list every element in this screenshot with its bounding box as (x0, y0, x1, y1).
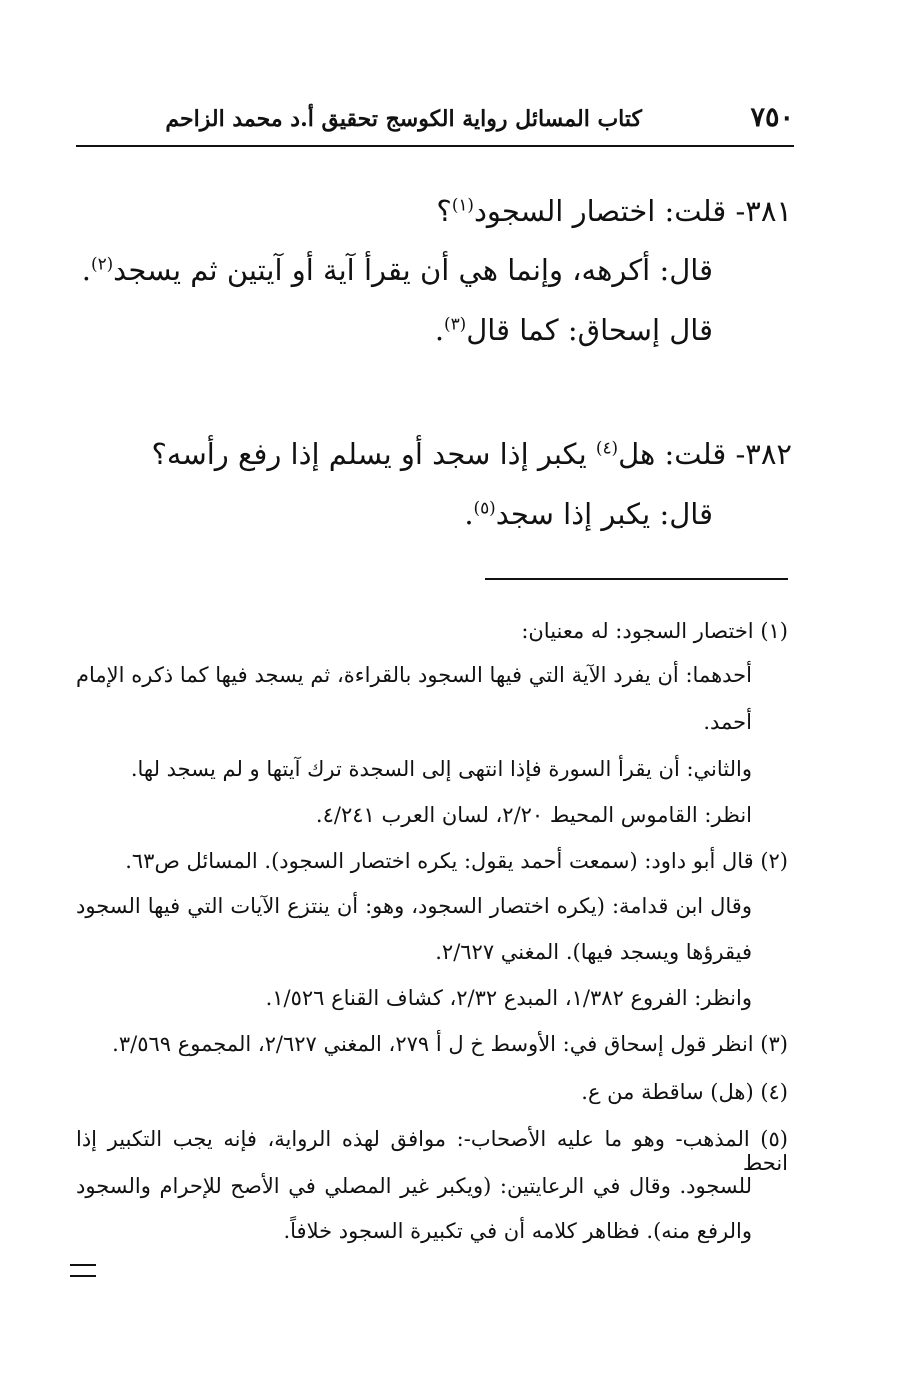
continuation-mark (70, 1264, 96, 1277)
issue-382-question: ٣٨٢- قلت: هل$^{(٤)}$ يكبر إذا سجد أو يسلم إذا رفع رأسه؟ (151, 437, 792, 471)
issue-382-answer: قال: يكبر إذا سجد$^{(٥)}$. (464, 497, 713, 531)
footnote-5-riayatain: للسجود. وقال في الرعايتين: (ويكبر غير المصلي في الأصح للإحرام والسجود (76, 1174, 752, 1198)
footnote-5-end: والرفع منه). فظاهر كلامه أن في تكبيرة السجود خلافاً. (283, 1219, 752, 1243)
footnote-2-refs: وانظر: الفروع ١/٣٨٢، المبدع ٢/٣٢، كشاف القناع ١/٥٢٦. (265, 986, 752, 1010)
issue-381-answer-ahmad: قال: أكرهه، وإنما هي أن يقرأ آية أو آيتين ثم يسجد$^{(٢)}$. (81, 253, 713, 287)
footnote-ref-5[interactable]: (٥) (473, 497, 496, 518)
issue-381-question: ٣٨١- قلت: اختصار السجود$^{(١)}$؟ (436, 194, 792, 228)
footnote-ref-3[interactable]: (٣) (444, 313, 467, 334)
footnote-1-meaning-1-end: أحمد. (703, 710, 752, 734)
footnote-5-title: (٥) المذهب- وهو ما عليه الأصحاب-: موافق لهذه الرواية، فإنه يجب التكبير إذا انحط (76, 1127, 788, 1175)
footnote-2-title: (٢) قال أبو داود: (سمعت أحمد يقول: يكره اختصار السجود). المسائل ص٦٣. (125, 849, 788, 873)
footnote-separator (485, 578, 788, 580)
footnote-1-meaning-2: والثاني: أن يقرأ السورة فإذا انتهى إلى السجدة ترك آيتها و لم يسجد لها. (130, 757, 752, 781)
running-title: كتاب المسائل رواية الكوسج تحقيق أ.د محمد الزاحم (165, 106, 642, 132)
footnote-ref-1[interactable]: (١) (451, 194, 474, 215)
footnote-ref-2[interactable]: (٢) (91, 253, 114, 274)
footnote-1-title: (١) اختصار السجود: له معنيان: (521, 619, 788, 643)
page-header (76, 102, 794, 140)
footnote-ref-4[interactable]: (٤) (595, 437, 619, 458)
page-number: ٧٥٠ (750, 102, 794, 133)
issue-381-answer-ishaq: قال إسحاق: كما قال$^{(٣)}$. (434, 313, 713, 347)
footnote-2-mughni: فيقرؤها ويسجد فيها). المغني ٢/٦٢٧. (435, 940, 752, 964)
header-rule (76, 145, 794, 147)
footnote-1-refs: انظر: القاموس المحيط ٢/٢٠، لسان العرب ٤/٢٤١. (315, 803, 752, 827)
footnote-2-ibn-qudama: وقال ابن قدامة: (يكره اختصار السجود، وهو: أن ينتزع الآيات التي فيها السجود (76, 894, 752, 918)
footnote-4: (٤) (هل) ساقطة من ع. (581, 1080, 788, 1104)
footnote-3: (٣) انظر قول إسحاق في: الأوسط خ ل أ ٢٧٩، المغني ٢/٦٢٧، المجموع ٣/٥٦٩. (112, 1032, 788, 1056)
footnote-1-meaning-1: أحدهما: أن يفرد الآية التي فيها السجود بالقراءة، ثم يسجد فيها كما ذكره الإمام (76, 663, 752, 687)
